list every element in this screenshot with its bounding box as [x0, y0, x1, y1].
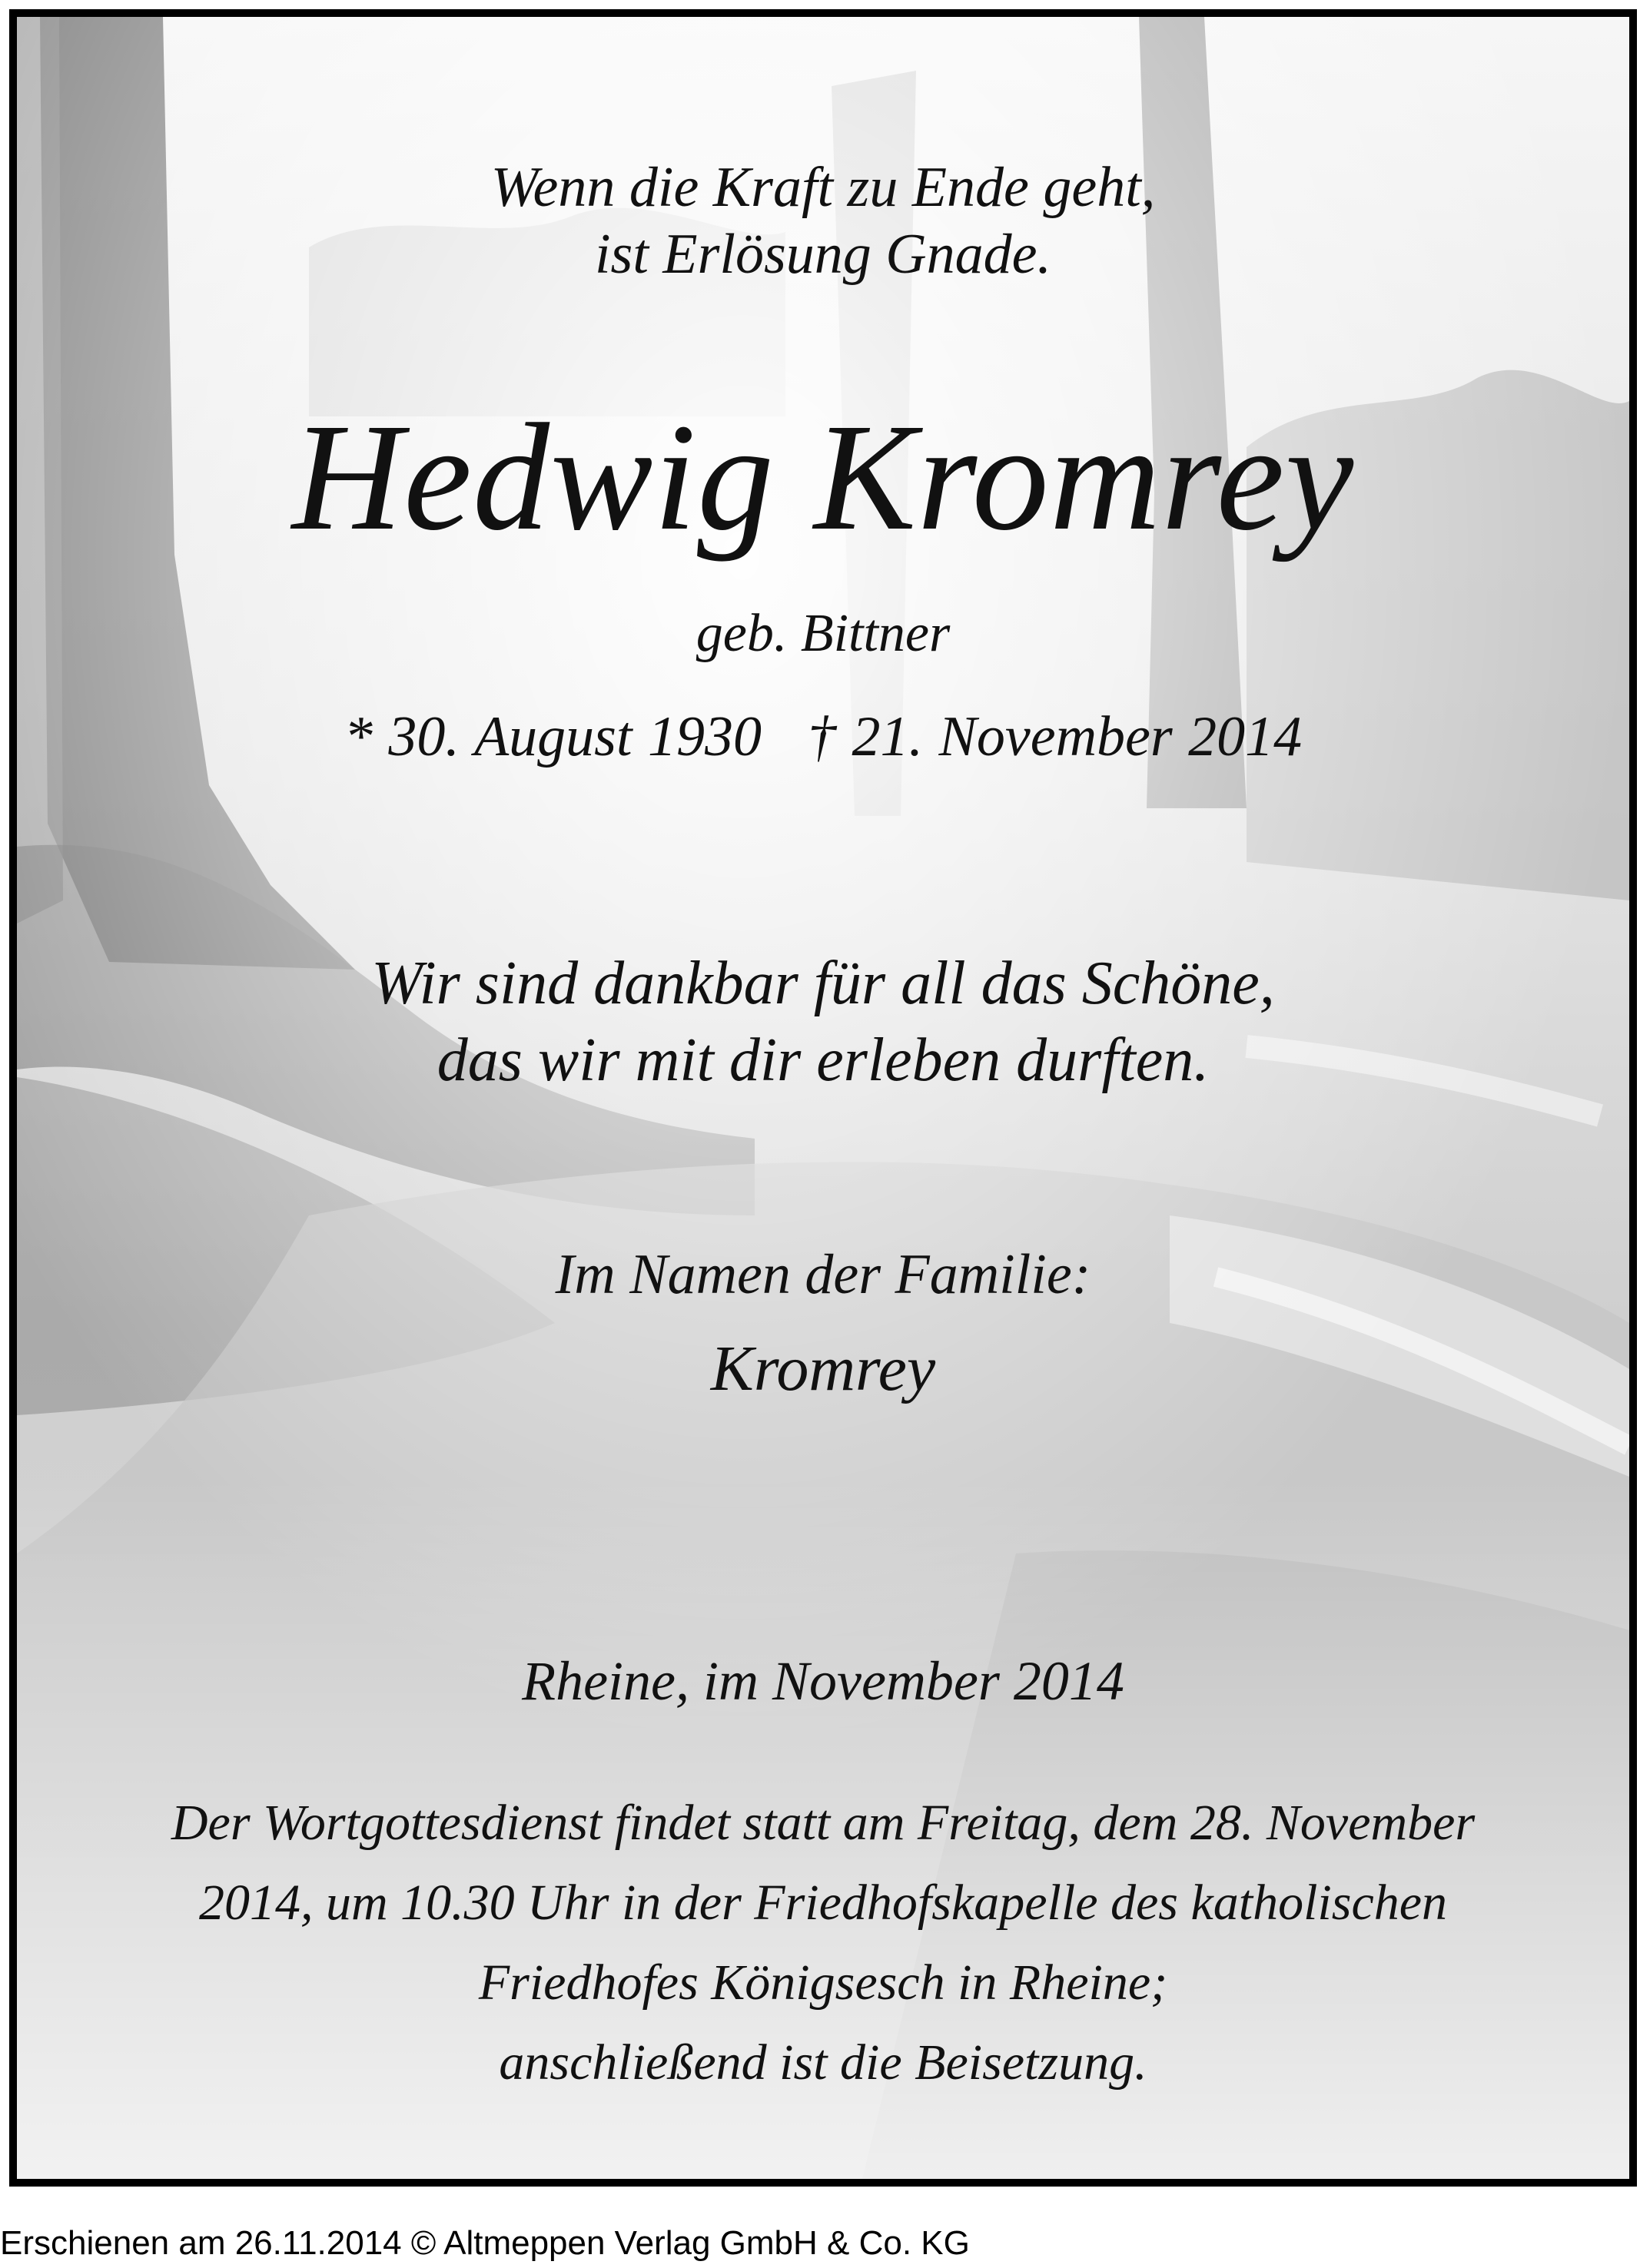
service-line-2: 2014, um 10.30 Uhr in der Friedhofskapelle des katholischen: [198, 1875, 1448, 1931]
deceased-name: Hedwig Kromrey: [291, 393, 1355, 562]
maiden-name: geb. Bittner: [696, 604, 951, 663]
birth-date: * 30. August 1930: [344, 705, 762, 768]
service-line-1: Der Wortgottesdienst findet statt am Freitag, dem 28. November: [171, 1795, 1476, 1851]
publication-footer: Erschienen am 26.11.2014 © Altmeppen Verlag GmbH & Co. KG: [0, 2224, 970, 2262]
service-line-4: anschließend ist die Beisetzung.: [499, 2034, 1147, 2091]
motto-line-2: ist Erlösung Gnade.: [594, 223, 1052, 286]
death-date: † 21. November 2014: [808, 705, 1303, 768]
place-date: Rheine, im November 2014: [522, 1650, 1124, 1712]
obituary-text: [17, 17, 1629, 2179]
motto-line-1: Wenn die Kraft zu Ende geht,: [490, 156, 1156, 219]
life-dates: [17, 705, 1629, 768]
obituary-frame: [9, 9, 1637, 2187]
family-name: Kromrey: [710, 1333, 936, 1404]
service-line-3: Friedhofes Königsesch in Rheine;: [478, 1955, 1168, 2011]
thanks-line-1: Wir sind dankbar für all das Schöne,: [371, 950, 1275, 1017]
family-intro: Im Namen der Familie:: [555, 1243, 1091, 1306]
thanks-line-2: das wir mit dir erleben durften.: [437, 1026, 1210, 1094]
